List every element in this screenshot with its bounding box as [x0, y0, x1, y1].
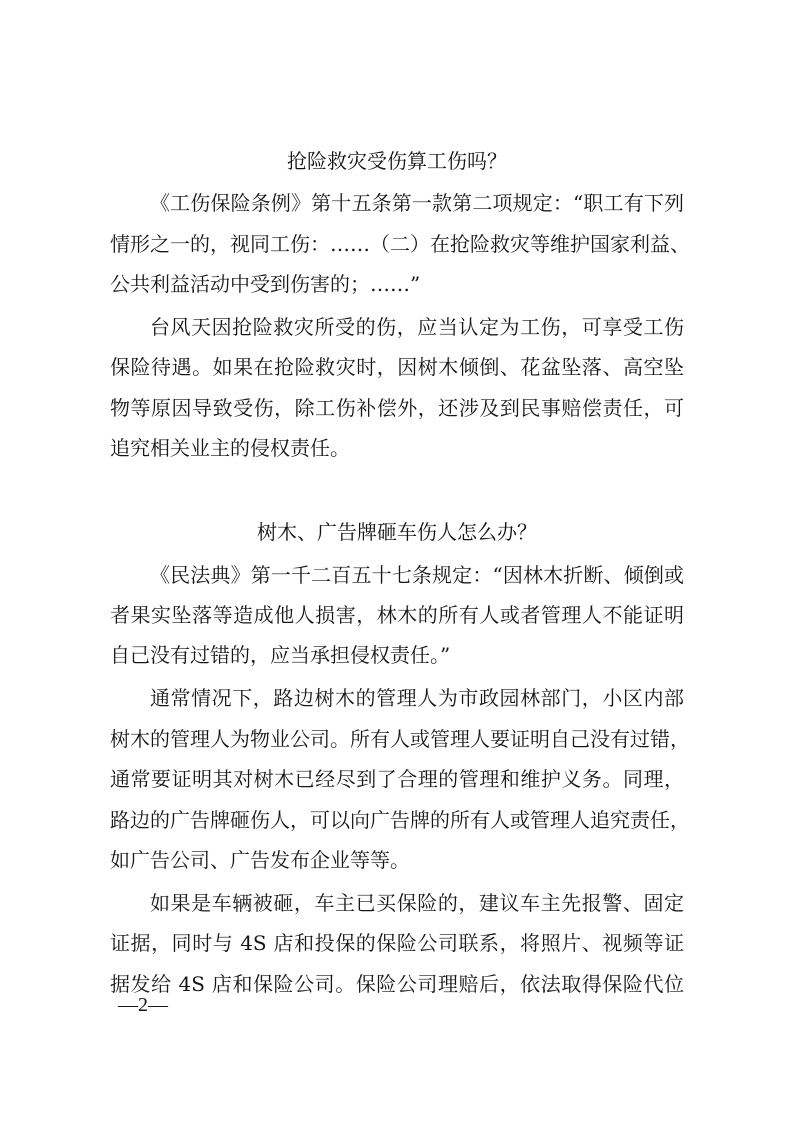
section-2-line-9: 如果是车辆被砸，车主已买保险的，建议车主先报警、固定 [150, 891, 684, 915]
section-1-line-1: 《工伤保险条例》第十五条第一款第二项规定：“职工有下列 [150, 191, 684, 215]
section-1-line-6: 物等原因导致受伤，除工伤补偿外，还涉及到民事赔偿责任，可 [110, 396, 684, 420]
section-2-line-1: 《民法典》第一千二百五十七条规定：“因林木折断、倾倒或 [150, 563, 684, 587]
section-2-line-10: 证据，同时与 4S 店和投保的保险公司联系，将照片、视频等证 [110, 931, 684, 955]
section-2-line-3: 自己没有过错的，应当承担侵权责任。” [110, 643, 451, 667]
section-1-line-7: 追究相关业主的侵权责任。 [110, 436, 350, 460]
section-1-line-5: 保险待遇。如果在抢险救灾时，因树木倾倒、花盆坠落、高空坠 [110, 355, 684, 379]
page-number: —2— [118, 994, 168, 1016]
section-1-line-4: 台风天因抢险救灾所受的伤，应当认定为工伤，可享受工伤 [150, 315, 684, 339]
section-2-line-4: 通常情况下，路边树木的管理人为市政园林部门，小区内部 [150, 686, 684, 710]
section-1-title: 抢险救灾受伤算工伤吗？ [287, 149, 507, 173]
section-2-line-11: 据发给 4S 店和保险公司。保险公司理赔后，依法取得保险代位 [110, 972, 684, 996]
section-2-line-6: 通常要证明其对树木已经尽到了合理的管理和维护义务。同理， [110, 767, 684, 791]
section-1-line-2: 情形之一的，视同工伤：……（二）在抢险救灾等维护国家利益、 [110, 232, 690, 256]
section-2-line-5: 树木的管理人为物业公司。所有人或管理人要证明自己没有过错， [110, 727, 690, 751]
section-1-line-3: 公共利益活动中受到伤害的；……” [110, 272, 421, 296]
section-2-line-8: 如广告公司、广告发布企业等等。 [110, 848, 410, 872]
section-2-line-7: 路边的广告牌砸伤人，可以向广告牌的所有人或管理人追究责任， [110, 808, 690, 832]
section-2-title: 树木、广告牌砸车伤人怎么办？ [257, 520, 537, 544]
section-2-line-2: 者果实坠落等造成他人损害，林木的所有人或者管理人不能证明 [110, 603, 684, 627]
